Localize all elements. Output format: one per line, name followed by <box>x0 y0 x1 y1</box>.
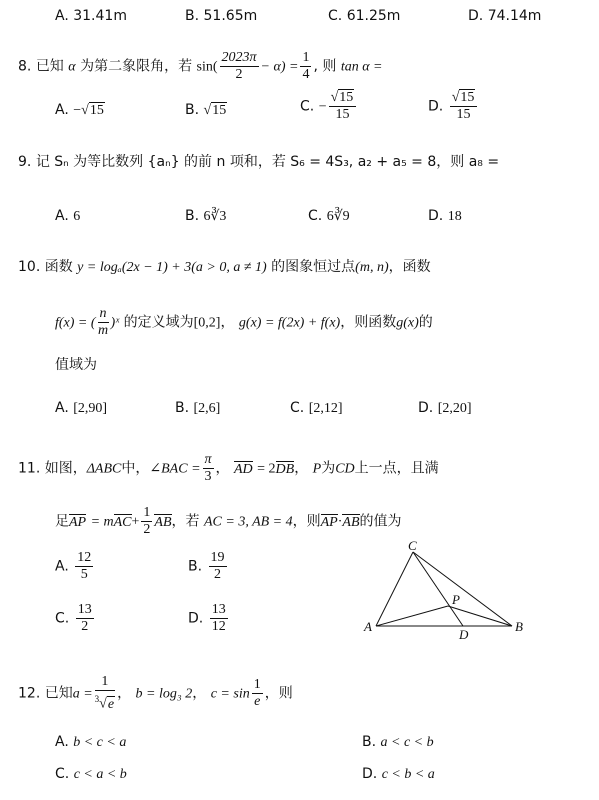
q8-option-a[interactable]: A. −√15 <box>55 102 104 118</box>
segment-cd <box>413 552 463 626</box>
q10-option-b[interactable]: B. [2,6] <box>175 400 221 416</box>
q10-option-d[interactable]: D. [2,20] <box>418 400 472 416</box>
q12-option-b[interactable]: B. a < c < b <box>362 734 434 750</box>
fraction: $\frac{19}{2}$ <box>210 550 225 582</box>
q11-option-c[interactable]: C. $\frac{13}{2}$ <box>55 602 92 634</box>
fraction: $\frac{13}{12}$ <box>211 602 226 634</box>
fraction: $\frac{1}{4}$ <box>302 50 310 82</box>
q12-option-c[interactable]: C. c < a < b <box>55 766 127 782</box>
q11-stem-line-2: 足AP = mAC+ $\frac{1}{2}$ AB，若 AC = 3, AB = 4，则AP·AB的值为 <box>55 505 402 537</box>
q12-option-d[interactable]: D. c < b < a <box>362 766 435 782</box>
q10-stem-line-2: f(x) = ( $\frac{n}{m}$ )ˣ 的定义域为[0,2]， g(x) = f(2x) + f(x)，则函数g(x)的 <box>55 306 433 338</box>
q9-option-a[interactable]: A. 6 <box>55 208 81 224</box>
fraction: $\frac{\pi}{3}$ <box>204 452 212 484</box>
q9-option-c[interactable]: C. 6∛9 <box>308 208 350 224</box>
label-b: B <box>515 619 523 634</box>
q10-stem-line-1: 10. 函数 y = logₐ(2x − 1) + 3(a > 0, a ≠ 1) 的图象恒过点(m, n)，函数 <box>18 259 431 275</box>
triangle-figure <box>360 540 530 640</box>
label-a: A <box>364 619 372 634</box>
q10-option-c[interactable]: C. [2,12] <box>290 400 343 416</box>
fraction: $\frac{12}{5}$ <box>77 550 92 582</box>
fraction: $\frac{n}{m}$ <box>97 306 109 338</box>
question-number: 9. <box>18 154 32 170</box>
label-p: P <box>452 592 460 607</box>
fraction: $\frac{1}{2}$ <box>143 505 151 537</box>
q7-option-b[interactable]: B. 51.65m <box>185 8 258 24</box>
fraction: $\frac{√15}{15}$ <box>450 90 478 123</box>
q10-stem-line-3: 值域为 <box>55 357 97 373</box>
label-d: D <box>459 627 469 640</box>
q12-stem: 12. 已知a = $\frac{1}{^3√e}$ ， b = log₃ 2， c = sin $\frac{1}{e}$ ，则 <box>18 674 293 712</box>
fraction: $\frac{13}{2}$ <box>77 602 92 634</box>
fraction: $\frac{1}{^3√e}$ <box>94 674 115 712</box>
q7-option-c[interactable]: C. 61.25m <box>328 8 401 24</box>
q11-option-a[interactable]: A. $\frac{12}{5}$ <box>55 550 92 582</box>
fraction: $\frac{2023\pi}{2}$ <box>221 50 257 82</box>
q10-option-a[interactable]: A. [2,90] <box>55 400 108 416</box>
question-number: 12. <box>18 685 41 702</box>
q8-option-b[interactable]: B. √15 <box>185 102 227 118</box>
question-number: 11. <box>18 460 41 477</box>
q9-option-d[interactable]: D. 18 <box>428 208 462 224</box>
q7-option-a[interactable]: A. 31.41m <box>55 8 127 24</box>
q9-stem: 9. 记 Sₙ 为等比数列 {aₙ} 的前 n 项和，若 S₆ = 4S₃, a₂ + a₅ = 8，则 a₈ = <box>18 154 500 170</box>
question-number: 8. <box>18 58 32 75</box>
q11-option-d[interactable]: D. $\frac{13}{12}$ <box>188 602 226 634</box>
q7-option-d[interactable]: D. 74.14m <box>468 8 542 24</box>
q8-option-c[interactable]: C. − $\frac{√15}{15}$ <box>300 90 358 123</box>
q8-option-d[interactable]: D. $\frac{√15}{15}$ <box>428 90 479 123</box>
q11-option-b[interactable]: B. $\frac{19}{2}$ <box>188 550 225 582</box>
segment-ap <box>376 606 448 626</box>
q8-stem: 8. 已知 α 为第二象限角，若 sin( $\frac{2023\pi}{2}$ − α) = $\frac{1}{4}$ , 则 tan α = <box>18 50 383 82</box>
segment-pb <box>448 606 512 626</box>
segment-bc <box>413 552 512 626</box>
q11-stem-line-1: 11. 如图，ΔABC中，∠BAC = $\frac{\pi}{3}$ ， AD = 2DB， P为CD上一点，且满 <box>18 452 439 484</box>
fraction: $\frac{1}{e}$ <box>253 676 261 709</box>
segment-ac <box>376 552 413 626</box>
question-number: 10. <box>18 259 41 275</box>
label-c: C <box>408 540 417 553</box>
q9-option-b[interactable]: B. 6∛3 <box>185 208 227 224</box>
fraction: $\frac{√15}{15}$ <box>329 90 357 123</box>
q12-option-a[interactable]: A. b < c < a <box>55 734 127 750</box>
